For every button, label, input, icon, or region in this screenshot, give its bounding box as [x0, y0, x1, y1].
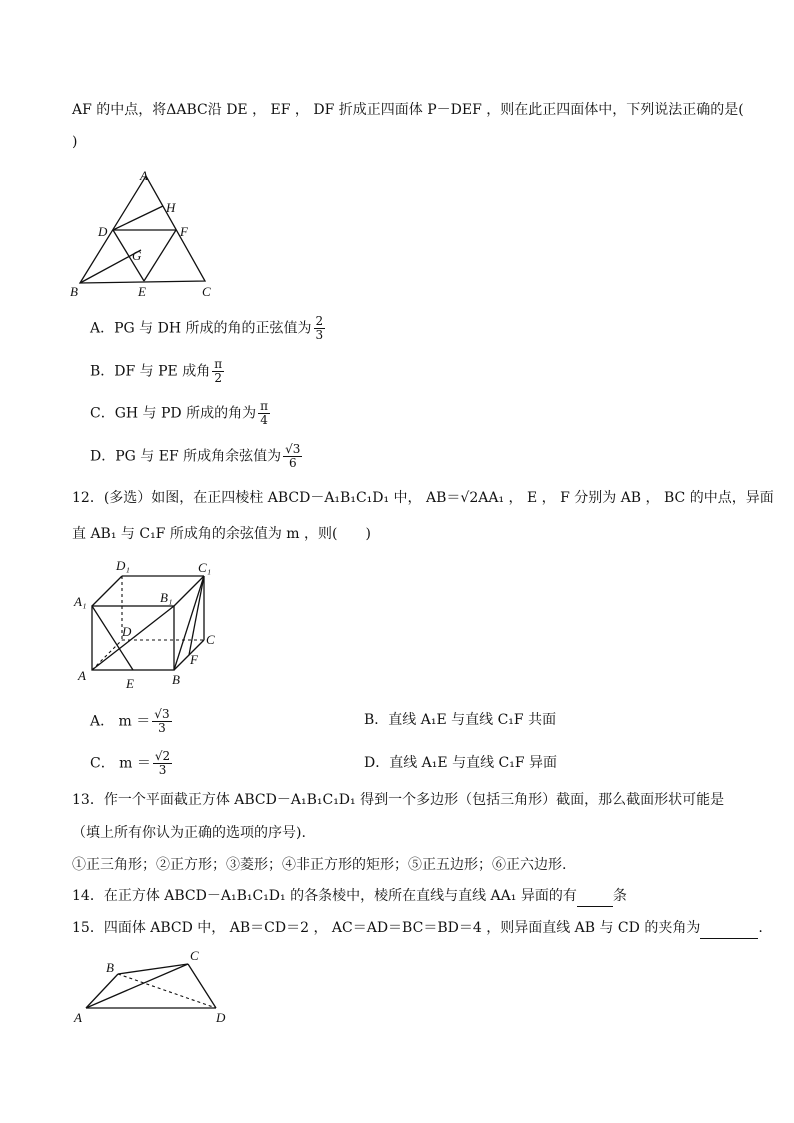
fig11-label-A: A	[140, 168, 148, 183]
fig11-label-H: H	[166, 200, 176, 215]
fig15-label-A: A	[74, 1010, 82, 1025]
q11-triangle-figure	[66, 166, 226, 300]
q12-option-a: A． m ＝ $\frac{√3}{3}$	[90, 707, 170, 735]
q11-option-d: D．PG 与 EF 所成角余弦值为 $\frac{√3}{6}$	[90, 442, 301, 470]
fig15-label-C: C	[190, 948, 199, 963]
fraction: $\frac{√2}{3}$	[154, 749, 171, 777]
fig15-label-B: B	[106, 960, 114, 975]
q12-option-b: B．直线 A₁E 与直线 C₁F 共面	[364, 712, 557, 728]
fig12-label-B: B	[172, 672, 180, 687]
fig12-label-C: C	[206, 632, 215, 647]
q11-line1: AF 的中点，将ΔABC沿 DE ， EF ， DF 折成正四面体 P－DEF ，则在此正四面体中，下列说法正确的是(	[72, 102, 744, 118]
q13-line1: 13．作一个平面截正方体 ABCD－A₁B₁C₁D₁ 得到一个多边形（包括三角形）截面，那么截面形状可能是	[72, 792, 725, 808]
q12-option-c: C． m ＝ $\frac{√2}{3}$	[90, 749, 171, 777]
fig12-label-D: D	[122, 624, 132, 639]
fig12-label-A1: A₁	[74, 594, 87, 609]
fig11-label-E: E	[138, 284, 146, 299]
q12-option-d: D．直线 A₁E 与直线 C₁F 异面	[364, 755, 558, 771]
fig12-label-A: A	[78, 668, 86, 683]
q12-prism-figure	[72, 558, 232, 692]
fraction: $\frac{\pi}{2}$	[214, 357, 223, 385]
q11-option-b: B．DF 与 PE 成角 $\frac{\pi}{2}$	[90, 357, 223, 385]
fig11-label-C: C	[202, 284, 211, 299]
fraction: $\frac{√3}{6}$	[285, 442, 301, 470]
answer-blank[interactable]	[577, 886, 613, 907]
fig11-label-B: B	[70, 284, 78, 299]
q13-line3: ①正三角形；②正方形；③菱形；④非正方形的矩形；⑤正五边形；⑥正六边形.	[72, 857, 567, 873]
fraction: $\frac{√3}{3}$	[154, 707, 170, 735]
fig15-label-D: D	[216, 1010, 226, 1025]
q12-line1: 12．(多选）如图，在正四棱柱 ABCD－A₁B₁C₁D₁ 中， AB＝√2AA₁ ， E ， F 分别为 AB ， BC 的中点，异面	[72, 490, 774, 506]
fig12-label-D1: D₁	[116, 558, 130, 573]
fig11-label-F: F	[180, 224, 188, 239]
fig12-label-B1: B₁	[160, 590, 173, 605]
q14-line: 14．在正方体 ABCD－A₁B₁C₁D₁ 的各条棱中，棱所在直线与直线 AA₁ 异面的有 条	[72, 886, 754, 907]
q15-line: 15．四面体 ABCD 中， AB＝CD＝2 ， AC＝AD＝BC＝BD＝4 ，则异面直线 AB 与 CD 的夹角为 .	[72, 918, 754, 939]
q11-option-a: A．PG 与 DH 所成的角的正弦值为 $\frac{2}{3}$	[90, 314, 324, 342]
q13-line2: （填上所有你认为正确的选项的序号).	[72, 825, 306, 841]
fraction: $\frac{2}{3}$	[315, 314, 324, 342]
q11-line2: )	[72, 134, 78, 150]
fig11-label-G: G	[132, 248, 142, 263]
fig12-label-C1: C₁	[198, 560, 212, 575]
fig11-label-D: D	[98, 224, 108, 239]
answer-blank[interactable]	[700, 918, 758, 939]
q15-tetrahedron-figure	[70, 946, 240, 1028]
fig12-label-F: F	[190, 652, 198, 667]
q12-line2: 直 AB₁ 与 C₁F 所成角的余弦值为 m ，则( )	[72, 526, 371, 542]
fig12-label-E: E	[126, 676, 134, 691]
q11-option-c: C．GH 与 PD 所成的角为 $\frac{\pi}{4}$	[90, 399, 268, 427]
fraction: $\frac{\pi}{4}$	[260, 399, 268, 427]
